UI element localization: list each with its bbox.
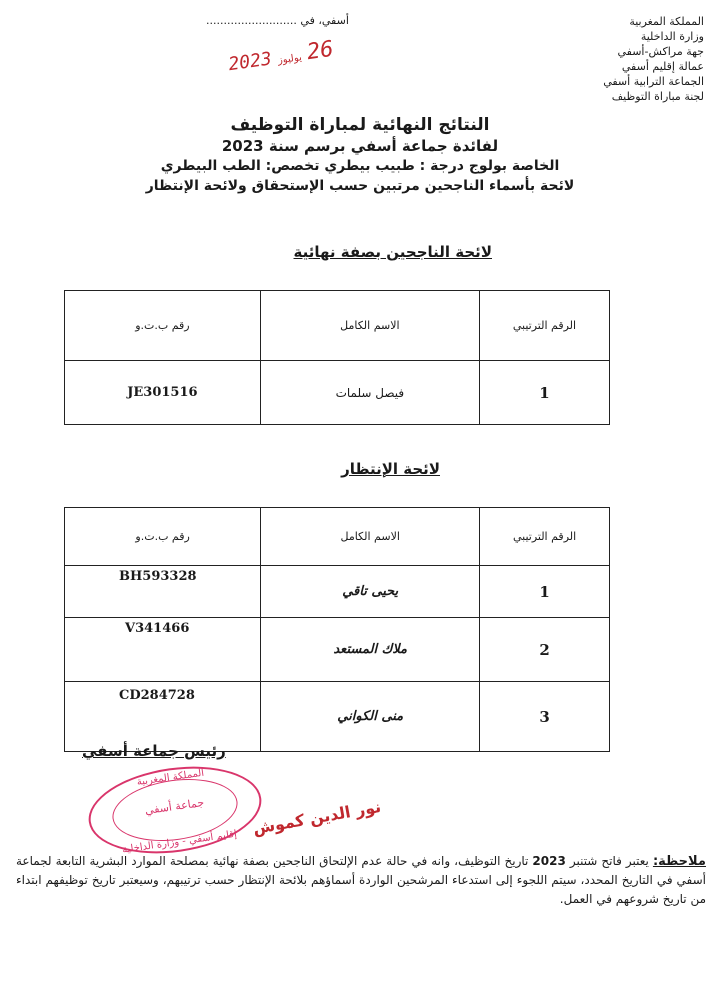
- header-line: المملكة المغربية: [629, 15, 704, 28]
- row-id: CD284728: [65, 682, 261, 752]
- row-id: BH593328: [65, 566, 261, 618]
- date-month: يوليوز: [277, 52, 303, 67]
- official-seal: [83, 756, 267, 863]
- row-rank: 2: [480, 618, 610, 682]
- date-day: 26: [305, 36, 336, 66]
- header-line: عمالة إقليم أسفي: [621, 60, 704, 73]
- title-sub: لفائدة جماعة أسفي برسم سنة 2023: [221, 137, 499, 155]
- header-line: لجنة مباراة التوظيف: [611, 90, 704, 103]
- place-date-line: أسفي، في ..........................: [206, 14, 349, 27]
- table-row: [65, 361, 610, 425]
- final-list-table: [64, 290, 610, 425]
- table-header-row: [65, 508, 610, 566]
- waiting-list-title: لائحة الإنتظار: [341, 460, 440, 478]
- row-id: JE301516: [65, 361, 261, 425]
- title-grade: الخاصة بولوج درجة : طبيب بيطري تخصص: الطب البيطري: [160, 158, 560, 174]
- row-rank: 1: [479, 361, 609, 425]
- seal-text-bottom: إقليم أسفي - وزارة الداخلية: [121, 828, 238, 856]
- signatory-title: رئيس جماعة أسفي: [82, 742, 226, 760]
- header-line: الجماعة الترابية أسفي: [603, 75, 704, 88]
- seal-text-middle: جماعة أسفي: [144, 795, 205, 818]
- header-line: جهة مراكش-أسفي: [617, 45, 704, 58]
- issuer-header: [603, 14, 704, 104]
- header-id: رقم ب.ت.و: [65, 291, 261, 361]
- seal-text-top: المملكة المغربية: [136, 767, 205, 788]
- title-main: النتائج النهائية لمباراة التوظيف: [230, 115, 490, 135]
- note-year: 2023: [532, 854, 566, 868]
- header-line: وزارة الداخلية: [640, 30, 704, 43]
- signatory-name-stamp: نور الدين كموش: [251, 796, 383, 839]
- header-id: رقم ب.ت.و: [65, 508, 261, 566]
- date-year: 2023: [227, 48, 274, 76]
- waiting-list-table: [64, 507, 610, 752]
- row-rank: 1: [480, 566, 610, 618]
- header-rank: الرقم الترتيبي: [480, 508, 610, 566]
- row-name: فيصل سلمات: [260, 361, 479, 425]
- header-name: الاسم الكامل: [260, 291, 479, 361]
- note-paragraph: [16, 852, 706, 909]
- table-row: [65, 682, 610, 752]
- final-list-title: لائحة الناجحين بصفة نهائية: [293, 243, 492, 261]
- handwritten-date: [227, 37, 335, 76]
- row-name: منى الكواني: [261, 682, 480, 752]
- row-rank: 3: [480, 682, 610, 752]
- row-id: V341466: [65, 618, 261, 682]
- note-text-2: تاريخ التوظيف، وانه في حالة عدم الإلتحاق الناجحين بصفة نهائية بمصلحة الموارد البشرية التابعة لجماعة أسفي في التاريخ المحدد، سيتم اللجوء إلى استدعاء المرشحين الواردة أسماؤهم بلائحة الإنتظار حسب ترتيبهم، وسيعتبر تاريخ توظيفهم ابتداء من تاريخ شروعهم في العمل.: [16, 854, 706, 906]
- header-name: الاسم الكامل: [261, 508, 480, 566]
- note-text-1: يعتبر فاتح شتنبر: [565, 854, 653, 868]
- table-row: [65, 618, 610, 682]
- header-rank: الرقم الترتيبي: [479, 291, 609, 361]
- row-name: يحيى تاقي: [261, 566, 480, 618]
- title-list-desc: لائحة بأسماء الناجحين مرتبين حسب الإستحقاق ولائحة الإنتظار: [145, 178, 575, 194]
- table-row: [65, 566, 610, 618]
- note-label: ملاحظة:: [652, 854, 706, 869]
- row-name: ملاك المستعد: [261, 618, 480, 682]
- document-titles: [120, 114, 600, 196]
- table-header-row: [65, 291, 610, 361]
